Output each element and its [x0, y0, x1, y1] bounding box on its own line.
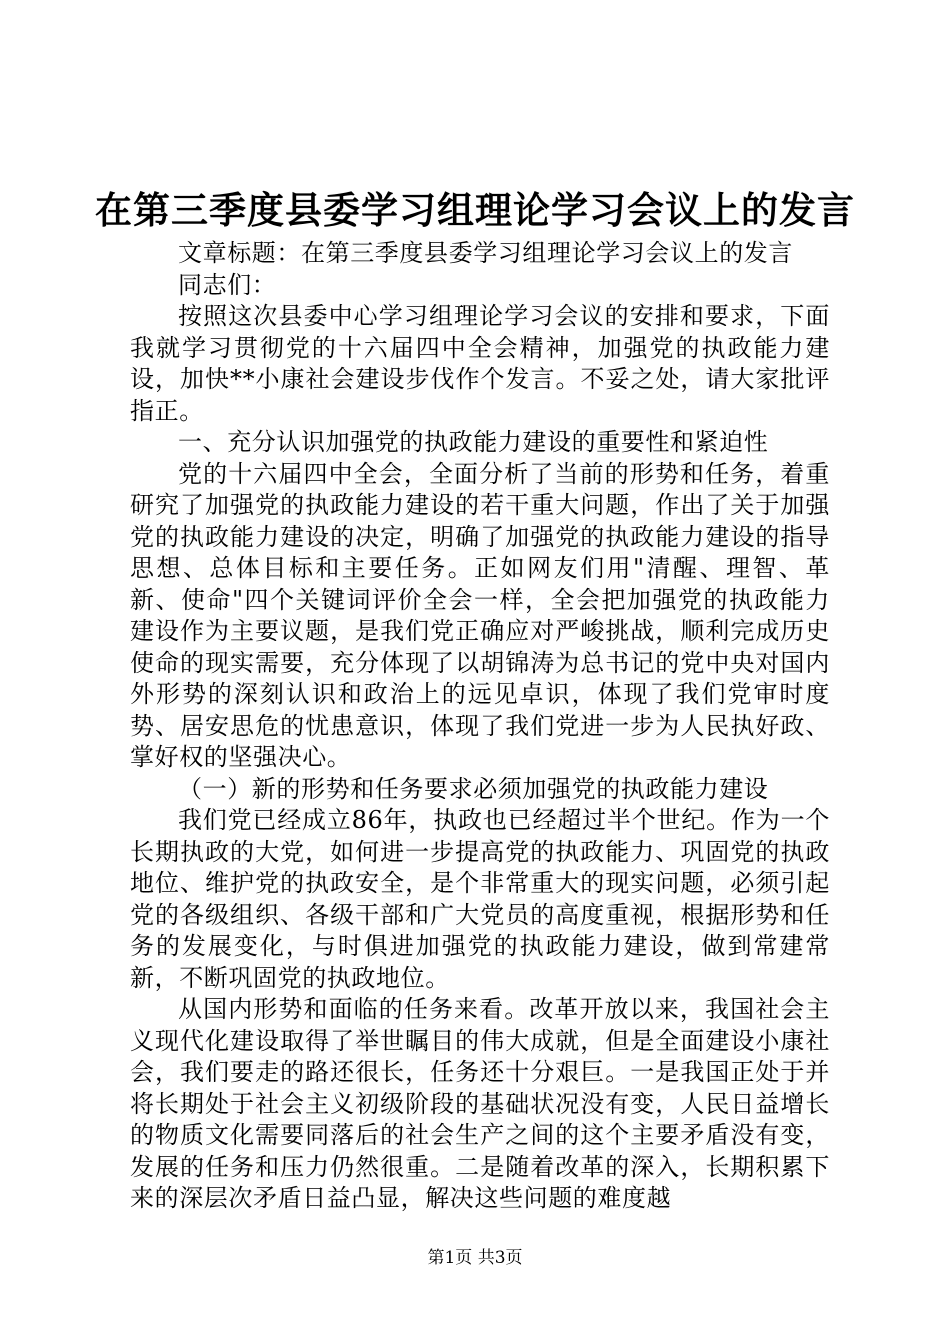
section-heading-1: 一、充分认识加强党的执政能力建设的重要性和紧迫性 — [178, 428, 769, 456]
salutation: 同志们： — [178, 270, 277, 299]
paragraph-intro: 按照这次县委中心学习组理论学习会议的安排和要求，下面我就学习贯彻党的十六届四中全会精神，加强党的执政能力建设，加快**小康社会建设步伐作个发言。不妥之处，请大家批评指正。 — [130, 302, 830, 425]
article-title-line: 文章标题：在第三季度县委学习组理论学习会议上的发言 — [178, 239, 793, 267]
document-title: 在第三季度县委学习组理论学习会议上的发言 — [95, 188, 855, 232]
document-body — [130, 238, 830, 1215]
subsection-heading-1: （一）新的形势和任务要求必须加强党的执政能力建设 — [178, 774, 769, 803]
paragraph-domestic-situation: 从国内形势和面临的任务来看。改革开放以来，我国社会主义现代化建设取得了举世瞩目的伟大成就，但是全面建设小康社会，我们要走的路还很长，任务还十分艰巨。一是我国正处于并将长期处于社会主义初级阶段的基础状况没有变，人民日益增长的物质文化需要同落后的社会生产之间的这个主要矛盾没有变，发展的任务和压力仍然很重。二是随着改革的深入，长期积累下来的深层次矛盾日益凸显，解决这些问题的难度越 — [130, 995, 830, 1212]
paragraph-plenum: 党的十六届四中全会，全面分析了当前的形势和任务，着重研究了加强党的执政能力建设的若干重大问题，作出了关于加强党的执政能力建设的决定，明确了加强党的执政能力建设的指导思想、总体目标和主要任务。正如网友们用"清醒、理智、革新、使命"四个关键词评价全会一样，全会把加强党的执政能力建设作为主要议题，是我们党正确应对严峻挑战，顺利完成历史使命的现实需要，充分体现了以胡锦涛为总书记的党中央对国内外形势的深刻认识和政治上的远见卓识，体现了我们党审时度势、居安思危的忧患意识，体现了我们党进一步为人民执好政、掌好权的坚强决心。 — [130, 459, 830, 771]
page-number-footer: 第1页 共3页 — [427, 1248, 523, 1268]
paragraph-party-history: 我们党已经成立86年，执政也已经超过半个世纪。作为一个长期执政的大党，如何进一步提高党的执政能力、巩固党的执政地位、维护党的执政安全，是个非常重大的现实问题，必须引起党的各级组织、各级干部和广大党员的高度重视，根据形势和任务的发展变化，与时俱进加强党的执政能力建设，做到常建常新，不断巩固党的执政地位。 — [130, 806, 830, 992]
